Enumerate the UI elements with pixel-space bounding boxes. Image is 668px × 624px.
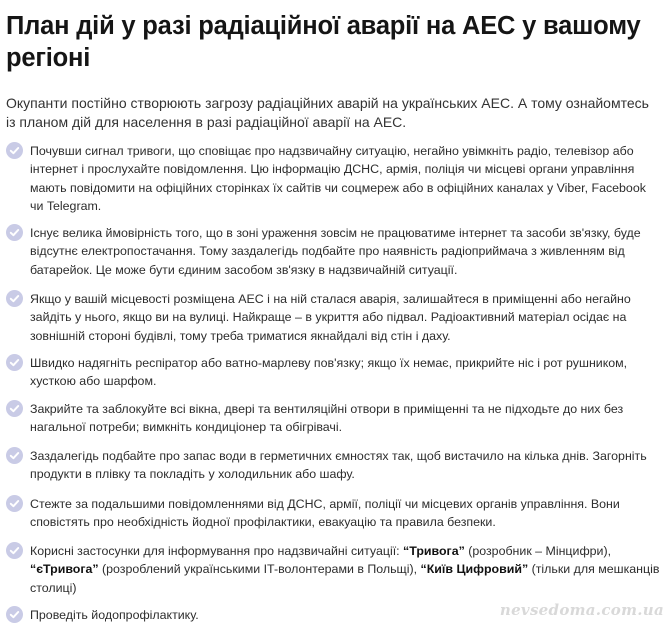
- check-icon: [6, 224, 23, 241]
- list-item: [6, 224, 662, 279]
- step-text: Проведіть йодопрофілактику.: [30, 608, 199, 622]
- app-name-kyiv-digital: “Київ Цифровий”: [420, 562, 529, 577]
- check-icon: [6, 447, 23, 464]
- app-dev-1: (розробник – Мінцифри),: [464, 544, 612, 558]
- check-icon: [6, 542, 23, 559]
- app-dev-2: (розроблений українськими IT-волонтерами в Польщі),: [98, 562, 421, 577]
- list-item: [6, 354, 662, 391]
- check-icon: [6, 606, 23, 623]
- check-icon: [6, 400, 23, 417]
- article: [6, 0, 662, 132]
- step-text: Швидко надягніть респіратор або ватно-марлеву пов'язку; якщо їх немає, прикрийте ніс і рот рушником, хусткою або шарфом.: [30, 356, 628, 389]
- step-text: Існує велика ймовірність того, що в зоні ураження зовсім не працюватиме інтернет та засоби зв'язку, буде відсутнє електропостачання. Тому заздалегідь подбайте про наявність радіоприймача з живленням від батарейок. Це може бути єдиним засобом зв'язку в надзвичайній ситуації.: [30, 226, 641, 277]
- app-name-etryvoha: “єТривога”: [30, 562, 99, 577]
- list-item: [6, 495, 662, 532]
- article-intro: Окупанти постійно створюють загрозу радіаційних аварій на українських АЕС. А тому ознайомтесь із планом дій для населення в разі радіаційної аварії на АЕС.: [6, 95, 649, 130]
- check-icon: [6, 495, 23, 512]
- apps-intro: Корисні застосунки для інформування про надзвичайні ситуації:: [30, 544, 404, 558]
- step-text: Закрийте та заблокуйте всі вікна, двері та вентиляційні отвори в приміщенні та не підходьте до них без нагальної потреби; вимкніть кондиціонер та обігрівачі.: [30, 402, 624, 435]
- step-text: Якщо у вашій місцевості розміщена АЕС і на ній сталася аварія, залишайтеся в приміщенні або негайно зайдіть у нього, якщо ви на вулиці. Найкраще – в укриття або підвал. Радіоактивний матеріал осідає на зовнішній стороні будівлі, тому треба триматися якнайдалі від стін і даху.: [30, 292, 631, 343]
- check-icon: [6, 354, 23, 371]
- app-dev-3: (тільки для мешканців столиці): [30, 562, 660, 595]
- step-text: Заздалегідь подбайте про запас води в герметичних ємностях так, щоб вистачило на кілька днів. Загорніть продукти в плівку та покладіть у холодильник або шафу.: [30, 449, 647, 482]
- check-icon: [6, 290, 23, 307]
- watermark: nevsedoma.com.ua: [499, 601, 664, 619]
- check-icon: [6, 142, 23, 159]
- list-item: [6, 400, 662, 437]
- list-item: [6, 542, 662, 597]
- list-item: [6, 142, 662, 216]
- apps-text: [30, 544, 659, 595]
- article-title: План дій у разі радіаційної аварії на АЕС у вашому регіоні: [6, 12, 641, 72]
- list-item: [6, 290, 662, 345]
- step-text: Почувши сигнал тривоги, що сповіщає про надзвичайну ситуацію, негайно увімкніть радіо, телевізор або інтернет і прослухайте повідомлення. Цю інформацію ДСНС, армія, поліція чи місцеві органи управління мають повідомити на офіційних сторінках їх сайтів чи соцмереж або в офіційних каналах у Viber, Facebook чи Telegram.: [30, 144, 646, 214]
- app-name-tryvoha: “Тривога”: [403, 544, 465, 558]
- list-item: [6, 447, 662, 484]
- step-text: Стежте за подальшими повідомленнями від ДСНС, армії, поліції чи місцевих органів управління. Вони сповістять про необхідність йодної профілактики, евакуацію та правила безпеки.: [30, 497, 620, 530]
